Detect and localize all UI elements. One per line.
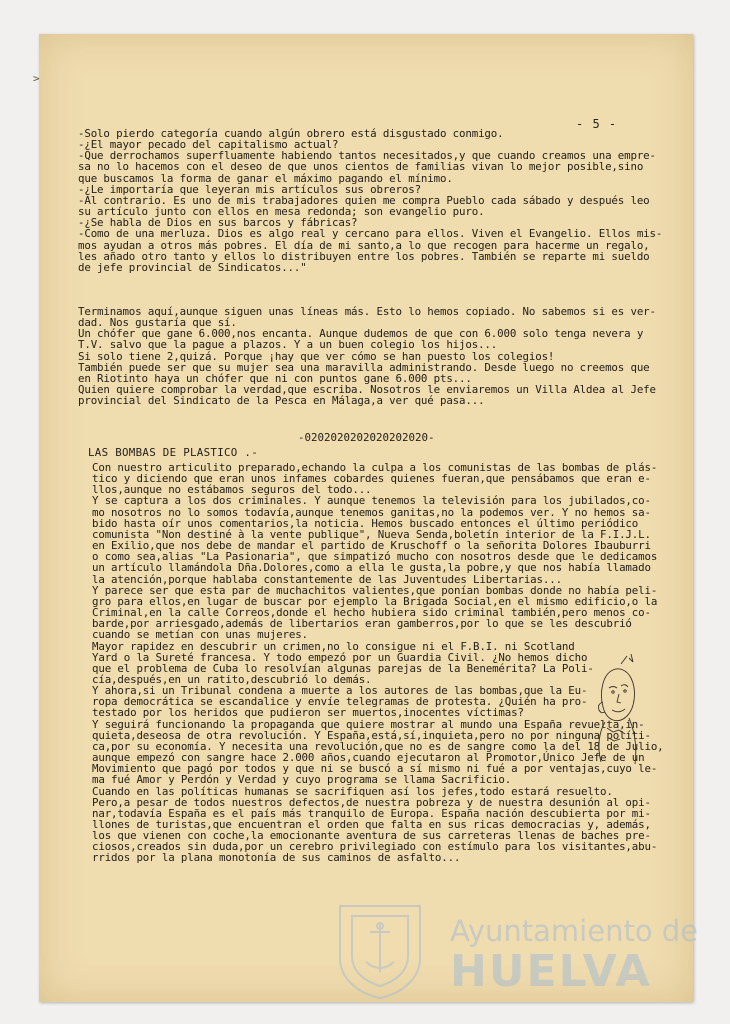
text-line: -Al contrario. Es uno de mis trabajadores quien me compra Pueblo cada sábado y después leo [78,193,650,207]
punch-mark: > [33,72,40,85]
text-line: quieta,deseosa de otra revolución. Y España,está,sí,inquieta,pero no por ninguna políti- [92,728,651,742]
text-line: Y seguirá funcionando la propaganda que quiere mostrar al mundo una España revuelta,in- [92,717,645,731]
text-line: la atención,porque hablaba constantemente de las Juventudes Libertarias... [92,572,562,586]
text-line: comunista "Non destiné à la vente publique", Nueva Senda,boletín interior de la F.I.J.L. [92,527,651,541]
text-line: en Exilio,que nos debe de mandar el partido de Kruschoff o la señorita Dolores Ibauburri [92,539,651,553]
text-line: barde,por arriesgado,además de libertarios eran gamberros,por lo que se les descubrió [92,617,632,631]
text-line: T.V. salvo que la pague a plazos. Y a un buen colegio los hijos... [78,338,498,352]
text-line: dad. Nos gustaría que sí. [78,316,237,330]
text-line: Pero,a pesar de todos nuestros defectos,de nuestra pobreza y de nuestra desunión al opi- [92,795,651,809]
text-line: o como sea,alias "La Pasionaria", que simpatizó mucho con nosotros desde que le dedicamos [92,550,658,564]
text-line: -Que derrochamos superfluamente habiendo tantos necesitados,y que cuando creamos una empre- [78,149,656,163]
text-line: Y parece ser que esta par de muchachitos valientes,que ponían bombas donde no había peli- [92,583,658,597]
interview-text [78,128,678,273]
text-line: Y ahora,si un Tribunal condena a muerte a los autores de las bombas,que la Eu- [92,684,588,698]
ayuntamiento-watermark [330,902,699,1002]
page-number: - 5 - [576,117,618,131]
text-line: bido hasta oír unos comentarios,la noticia. Hemos buscado entonces el último periódico [92,516,639,530]
text-line: Si solo tiene 2,quizá. Porque ¡hay que ver cómo se han puesto los colegios! [78,349,555,363]
caricature-sketch [585,652,645,767]
text-line: llones de turistas,que encuentran el orden que falta en sus ricas democracias y, además, [92,818,651,831]
section-title: LAS BOMBAS DE PLASTICO .- [88,446,259,459]
text-line: ca,por su economía. Y necesita una revolución,que no es de sangre como la del 18 de Julio, [92,739,664,753]
commentary-text [78,306,678,406]
text-line: Criminal,en la calle Correos,donde el hecho hubiera sido criminal también,pero menos co- [92,606,651,620]
text-line: Quien quiere comprobar la verdad,que escriba. Nosotros le enviaremos un Villa Aldea al Jefe [78,383,656,397]
text-line: provincial del Sindicato de la Pesca en Málaga,a ver qué pasa... [78,394,485,408]
text-line: tico y diciendo que eran unos infames cobardes quienes fueran,que pensábamos que eran e- [92,472,651,486]
text-line: Con nuestro articulito preparado,echando la culpa a los comunistas de las bombas de plás- [92,461,658,474]
text-line: llos,aunque no estábamos seguros del todo... [92,483,372,497]
text-line: Terminamos aquí,aunque siguen unas líneas más. Esto lo hemos copiado. No sabemos si es ver- [78,305,656,318]
watermark-line1: Ayuntamiento de [450,914,699,948]
text-line: -Solo pierdo categoría cuando algún obrero está disgustado conmigo. [78,127,504,140]
text-line: -¿El mayor pecado del capitalismo actual? [78,138,339,152]
text-line: -¿Se habla de Dios en sus barcos y fábricas? [78,216,358,230]
text-line: sa no lo hacemos con el deseo de que unos cientos de familias vivan lo mejor posible,sino [78,160,644,174]
text-line: -Como de una merluza. Dios es algo real y cercano para ellos. Viven el Evangelio. Ellos mis- [78,227,663,241]
text-line: en Riotinto haya un chófer que ni con puntos gane 6.000 pts... [78,371,472,385]
text-line: gro para ellos,en lugar de buscar por ejemplo la Brigada Social,en el mismo edificio,o la [92,594,658,608]
city-seal-icon [330,902,430,1000]
text-line: su artículo junto con ellos en mesa redonda; son evangelio puro. [78,205,485,219]
text-line: que buscamos la forma de ganar el máximo pagando el mínimo. [78,171,453,185]
text-line: aunque empezó con sangre hace 2.000 años,cuando ejecutaron al Promotor,Único Jefe de un [92,751,645,765]
text-line: -¿Le importaría que leyeran mis artículos sus obreros? [78,182,421,196]
text-line: cuando se metían con unas mujeres. [92,628,308,642]
text-line: les añado otro tanto y ellos lo distribuyen entre los pobres. También se reparte mi sueldo [78,249,650,263]
text-line: rridos por la plana monotonía de sus caminos de asfalto... [92,851,461,865]
text-line: un artículo llamándola Dña.Dolores,como a ella le gusta,la pobre,y que nos había llamado [92,561,651,575]
section-separator: -0202020202020202020- [298,431,435,444]
text-line: Yard o la Sureté francesa. Y todo empezó por un Guardia Civil. ¿No hemos dicho [92,650,588,664]
text-line: cía,después,en un ratito,descubrió lo demás. [92,672,372,686]
text-line: Un chófer que gane 6.000,nos encanta. Aunque dudemos de que con 6.000 solo tenga nevera y [78,327,644,341]
text-line: También puede ser que su mujer sea una maravilla administrando. Desde luego no creemos que [78,360,650,374]
text-line: ciosos,creados sin duda,por un cerebro privilegiado con estímulo para los visitantes,abu- [92,840,658,854]
text-line: Mayor rapidez en descubrir un crimen,no lo consigue ni el F.B.I. ni Scotland [92,639,575,653]
text-line: testado por los heridos que pudieron ser muertos,inocentes víctimas? [92,706,524,720]
text-line: Cuando en las políticas humanas se sacrifiquen así los jefes,todo estará resuelto. [92,784,613,798]
watermark-line2: HUELVA [450,946,652,997]
text-line: que el problema de Cuba lo resolvían algunas parejas de la Benemérita? La Poli- [92,661,594,675]
text-line: nar,todavía España es el país más tranquilo de Europa. España nación descubierta por mi- [92,806,651,820]
text-line: mo nosotros no lo somos todavía,aunque tenemos ganitas,no la podemos ver. Y no hemos sa- [92,505,651,519]
text-line: de jefe provincial de Sindicatos..." [78,260,307,274]
text-line: los que vienen con coche,la emocionante aventura de sus carreteras llenas de baches pre- [92,829,651,843]
text-line: ma fué Amor y Perdón y Verdad y cuyo programa se llama Sacrificio. [92,773,512,787]
text-line: Y se captura a los dos criminales. Y aunque tenemos la televisión para los jubilados,co- [92,494,651,508]
text-line: ropa democrática se escandalice y envíe telegramas de protesta. ¿Quién ha pro- [92,695,588,709]
text-line: Movimiento que pagó por todos y que ni se buscó a sí mismo ni fué a por ventajas,cuyo le- [92,762,658,776]
text-line: mos ayudan a otros más pobres. El día de mi santo,a lo que recogen para hacerme un regalo, [78,238,650,252]
